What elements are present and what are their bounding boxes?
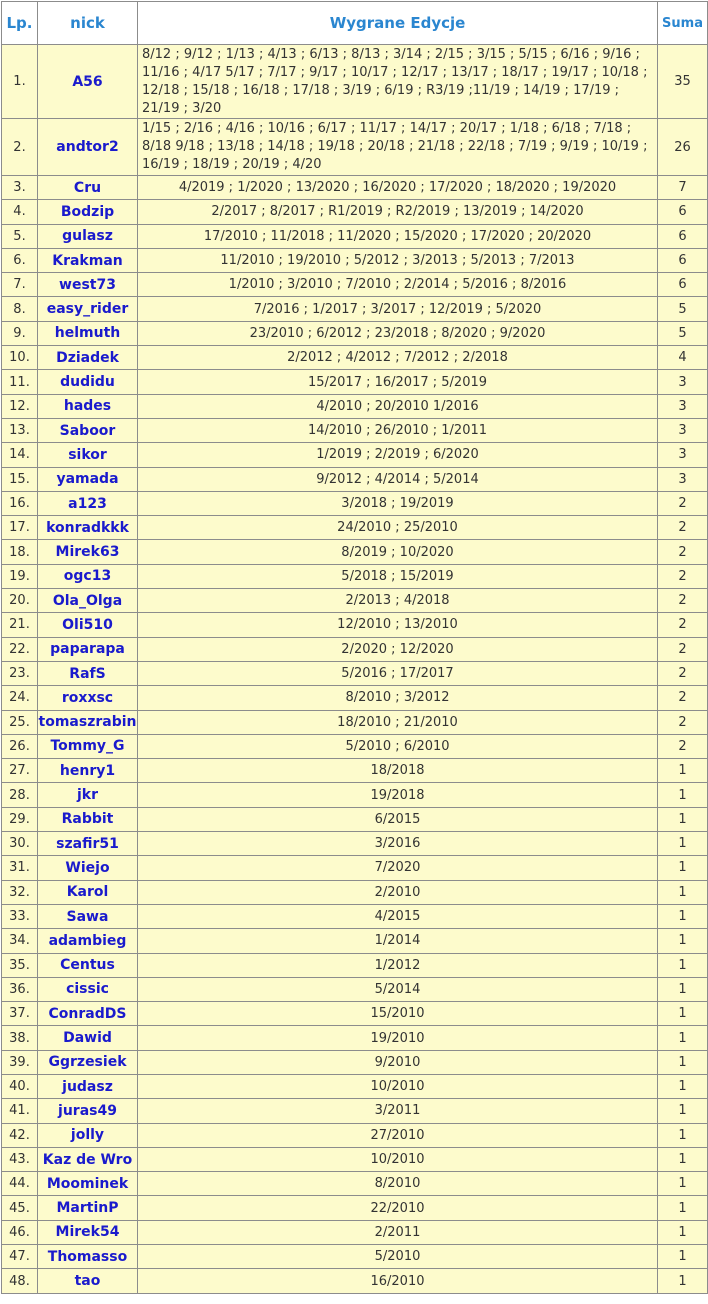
row-editions: 2/2013 ; 4/2018 — [138, 589, 658, 613]
row-editions: 19/2018 — [138, 783, 658, 807]
table-row — [2, 394, 708, 418]
row-sum: 2 — [658, 540, 708, 564]
row-lp: 33. — [2, 904, 38, 928]
row-editions: 5/2010 — [138, 1245, 658, 1269]
row-sum: 7 — [658, 176, 708, 200]
table-row — [2, 321, 708, 345]
row-nick: Ola_Olga — [38, 589, 138, 613]
row-nick: Bodzip — [38, 200, 138, 224]
row-nick: Rabbit — [38, 807, 138, 831]
row-nick: Oli510 — [38, 613, 138, 637]
table-row — [2, 443, 708, 467]
row-nick: yamada — [38, 467, 138, 491]
header-editions: Wygrane Edycje — [138, 2, 658, 45]
row-editions: 9/2010 — [138, 1050, 658, 1074]
row-nick: cissic — [38, 977, 138, 1001]
row-lp: 15. — [2, 467, 38, 491]
table-row — [2, 880, 708, 904]
table-row — [2, 710, 708, 734]
row-sum: 1 — [658, 783, 708, 807]
row-editions: 3/2016 — [138, 832, 658, 856]
row-sum: 2 — [658, 637, 708, 661]
table-row — [2, 370, 708, 394]
row-sum: 2 — [658, 710, 708, 734]
row-sum: 1 — [658, 1002, 708, 1026]
row-sum: 1 — [658, 856, 708, 880]
row-lp: 34. — [2, 929, 38, 953]
row-sum: 5 — [658, 297, 708, 321]
table-row — [2, 200, 708, 224]
row-nick: Cru — [38, 176, 138, 200]
row-nick: jkr — [38, 783, 138, 807]
row-editions: 2/2012 ; 4/2012 ; 7/2012 ; 2/2018 — [138, 346, 658, 370]
row-editions: 27/2010 — [138, 1123, 658, 1147]
table-row — [2, 1269, 708, 1293]
row-sum: 3 — [658, 394, 708, 418]
row-nick: RafS — [38, 661, 138, 685]
row-sum: 26 — [658, 119, 708, 176]
row-nick: andtor2 — [38, 119, 138, 176]
row-nick: helmuth — [38, 321, 138, 345]
row-editions: 3/2018 ; 19/2019 — [138, 491, 658, 515]
row-editions: 2/2010 — [138, 880, 658, 904]
row-sum: 3 — [658, 443, 708, 467]
row-nick: Moominek — [38, 1172, 138, 1196]
table-row — [2, 1147, 708, 1171]
table-row — [2, 1196, 708, 1220]
row-nick: Krakman — [38, 248, 138, 272]
row-lp: 7. — [2, 273, 38, 297]
header-lp: Lp. — [2, 2, 38, 45]
row-nick: ogc13 — [38, 564, 138, 588]
table-row — [2, 1099, 708, 1123]
row-editions: 1/2014 — [138, 929, 658, 953]
row-nick: jolly — [38, 1123, 138, 1147]
row-sum: 1 — [658, 832, 708, 856]
row-lp: 25. — [2, 710, 38, 734]
row-lp: 13. — [2, 418, 38, 442]
row-nick: Tommy_G — [38, 734, 138, 758]
table-row — [2, 1026, 708, 1050]
row-sum: 2 — [658, 661, 708, 685]
row-lp: 19. — [2, 564, 38, 588]
header-row — [2, 2, 708, 45]
row-lp: 41. — [2, 1099, 38, 1123]
row-editions: 1/15 ; 2/16 ; 4/16 ; 10/16 ; 6/17 ; 11/17 ; 14/17 ; 20/17 ; 1/18 ; 6/18 ; 7/18 ; 8/18 9/18 ; 13/18 ; 14/18 ; 19/18 ; 20/18 ; 21/18 ; 22/18 ; 7/19 ; 9/19 ; 10/19 ; 16/19 ; 18/19 ; 20/19 ; 4/20 — [138, 119, 658, 176]
row-nick: Dawid — [38, 1026, 138, 1050]
row-sum: 35 — [658, 45, 708, 119]
row-lp: 47. — [2, 1245, 38, 1269]
table-row — [2, 637, 708, 661]
row-lp: 12. — [2, 394, 38, 418]
row-editions: 2/2020 ; 12/2020 — [138, 637, 658, 661]
row-lp: 37. — [2, 1002, 38, 1026]
row-nick: Kaz de Wro — [38, 1147, 138, 1171]
row-nick: tao — [38, 1269, 138, 1293]
row-lp: 1. — [2, 45, 38, 119]
table-row — [2, 613, 708, 637]
table-row — [2, 45, 708, 119]
row-sum: 2 — [658, 516, 708, 540]
row-nick: judasz — [38, 1074, 138, 1098]
table-row — [2, 1245, 708, 1269]
row-sum: 2 — [658, 734, 708, 758]
table-row — [2, 686, 708, 710]
row-lp: 27. — [2, 759, 38, 783]
row-editions: 10/2010 — [138, 1074, 658, 1098]
table-row — [2, 491, 708, 515]
row-lp: 24. — [2, 686, 38, 710]
row-sum: 2 — [658, 589, 708, 613]
row-lp: 6. — [2, 248, 38, 272]
table-row — [2, 807, 708, 831]
table-row — [2, 856, 708, 880]
row-sum: 1 — [658, 929, 708, 953]
table-row — [2, 783, 708, 807]
row-nick: Centus — [38, 953, 138, 977]
row-lp: 28. — [2, 783, 38, 807]
row-lp: 45. — [2, 1196, 38, 1220]
row-lp: 2. — [2, 119, 38, 176]
table-row — [2, 346, 708, 370]
table-row — [2, 1002, 708, 1026]
row-editions: 5/2014 — [138, 977, 658, 1001]
table-row — [2, 248, 708, 272]
row-nick: MartinP — [38, 1196, 138, 1220]
row-lp: 39. — [2, 1050, 38, 1074]
table-row — [2, 953, 708, 977]
table-row — [2, 1220, 708, 1244]
header-sum: Suma — [658, 2, 708, 45]
row-sum: 1 — [658, 1196, 708, 1220]
row-sum: 6 — [658, 248, 708, 272]
table-row — [2, 540, 708, 564]
row-sum: 1 — [658, 953, 708, 977]
row-editions: 8/2010 — [138, 1172, 658, 1196]
table-row — [2, 418, 708, 442]
row-lp: 16. — [2, 491, 38, 515]
row-editions: 1/2010 ; 3/2010 ; 7/2010 ; 2/2014 ; 5/2016 ; 8/2016 — [138, 273, 658, 297]
row-lp: 23. — [2, 661, 38, 685]
row-lp: 36. — [2, 977, 38, 1001]
table-row — [2, 119, 708, 176]
row-nick: roxxsc — [38, 686, 138, 710]
row-lp: 14. — [2, 443, 38, 467]
row-sum: 1 — [658, 977, 708, 1001]
row-nick: konradkkk — [38, 516, 138, 540]
row-lp: 35. — [2, 953, 38, 977]
row-editions: 4/2019 ; 1/2020 ; 13/2020 ; 16/2020 ; 17/2020 ; 18/2020 ; 19/2020 — [138, 176, 658, 200]
row-sum: 1 — [658, 1123, 708, 1147]
row-lp: 22. — [2, 637, 38, 661]
row-editions: 11/2010 ; 19/2010 ; 5/2012 ; 3/2013 ; 5/2013 ; 7/2013 — [138, 248, 658, 272]
row-lp: 43. — [2, 1147, 38, 1171]
row-nick: dudidu — [38, 370, 138, 394]
row-nick: Thomasso — [38, 1245, 138, 1269]
table-body — [2, 45, 708, 1294]
row-editions: 7/2020 — [138, 856, 658, 880]
row-editions: 1/2012 — [138, 953, 658, 977]
table-row — [2, 1123, 708, 1147]
row-lp: 29. — [2, 807, 38, 831]
row-editions: 19/2010 — [138, 1026, 658, 1050]
row-sum: 4 — [658, 346, 708, 370]
row-nick: adambieg — [38, 929, 138, 953]
row-sum: 6 — [658, 273, 708, 297]
row-editions: 4/2010 ; 20/2010 1/2016 — [138, 394, 658, 418]
row-nick: Saboor — [38, 418, 138, 442]
row-lp: 42. — [2, 1123, 38, 1147]
table-row — [2, 467, 708, 491]
table-row — [2, 661, 708, 685]
row-editions: 17/2010 ; 11/2018 ; 11/2020 ; 15/2020 ; 17/2020 ; 20/2020 — [138, 224, 658, 248]
row-editions: 22/2010 — [138, 1196, 658, 1220]
table-row — [2, 904, 708, 928]
row-lp: 17. — [2, 516, 38, 540]
row-sum: 3 — [658, 370, 708, 394]
row-editions: 7/2016 ; 1/2017 ; 3/2017 ; 12/2019 ; 5/2020 — [138, 297, 658, 321]
table-row — [2, 273, 708, 297]
row-lp: 31. — [2, 856, 38, 880]
row-nick: henry1 — [38, 759, 138, 783]
row-sum: 2 — [658, 491, 708, 515]
table-row — [2, 297, 708, 321]
row-lp: 10. — [2, 346, 38, 370]
row-lp: 48. — [2, 1269, 38, 1293]
row-lp: 3. — [2, 176, 38, 200]
row-nick: szafir51 — [38, 832, 138, 856]
table-row — [2, 832, 708, 856]
table-row — [2, 589, 708, 613]
row-nick: Karol — [38, 880, 138, 904]
row-lp: 9. — [2, 321, 38, 345]
row-editions: 16/2010 — [138, 1269, 658, 1293]
table-row — [2, 759, 708, 783]
row-editions: 15/2017 ; 16/2017 ; 5/2019 — [138, 370, 658, 394]
row-editions: 15/2010 — [138, 1002, 658, 1026]
row-lp: 21. — [2, 613, 38, 637]
row-sum: 1 — [658, 807, 708, 831]
table-row — [2, 176, 708, 200]
row-sum: 1 — [658, 1269, 708, 1293]
row-editions: 2/2017 ; 8/2017 ; R1/2019 ; R2/2019 ; 13/2019 ; 14/2020 — [138, 200, 658, 224]
row-nick: tomaszrabin — [38, 710, 138, 734]
row-nick: juras49 — [38, 1099, 138, 1123]
row-editions: 4/2015 — [138, 904, 658, 928]
table-row — [2, 516, 708, 540]
row-lp: 30. — [2, 832, 38, 856]
row-sum: 1 — [658, 904, 708, 928]
row-editions: 24/2010 ; 25/2010 — [138, 516, 658, 540]
row-lp: 5. — [2, 224, 38, 248]
row-sum: 6 — [658, 224, 708, 248]
row-lp: 46. — [2, 1220, 38, 1244]
table-row — [2, 977, 708, 1001]
row-nick: Mirek63 — [38, 540, 138, 564]
row-editions: 3/2011 — [138, 1099, 658, 1123]
row-sum: 1 — [658, 1050, 708, 1074]
row-sum: 2 — [658, 613, 708, 637]
row-nick: Sawa — [38, 904, 138, 928]
table-row — [2, 1074, 708, 1098]
row-nick: hades — [38, 394, 138, 418]
row-nick: sikor — [38, 443, 138, 467]
row-nick: easy_rider — [38, 297, 138, 321]
row-editions: 1/2019 ; 2/2019 ; 6/2020 — [138, 443, 658, 467]
table-row — [2, 734, 708, 758]
row-lp: 4. — [2, 200, 38, 224]
row-lp: 8. — [2, 297, 38, 321]
row-editions: 2/2011 — [138, 1220, 658, 1244]
row-editions: 18/2010 ; 21/2010 — [138, 710, 658, 734]
table-row — [2, 1050, 708, 1074]
row-sum: 2 — [658, 686, 708, 710]
row-lp: 38. — [2, 1026, 38, 1050]
row-lp: 40. — [2, 1074, 38, 1098]
row-editions: 18/2018 — [138, 759, 658, 783]
row-editions: 5/2016 ; 17/2017 — [138, 661, 658, 685]
row-editions: 12/2010 ; 13/2010 — [138, 613, 658, 637]
row-sum: 3 — [658, 418, 708, 442]
row-sum: 1 — [658, 1220, 708, 1244]
table-row — [2, 564, 708, 588]
row-lp: 44. — [2, 1172, 38, 1196]
row-sum: 2 — [658, 564, 708, 588]
table-row — [2, 224, 708, 248]
row-sum: 1 — [658, 880, 708, 904]
row-nick: Mirek54 — [38, 1220, 138, 1244]
row-nick: A56 — [38, 45, 138, 119]
row-sum: 1 — [658, 1026, 708, 1050]
table-row — [2, 1172, 708, 1196]
row-editions: 23/2010 ; 6/2012 ; 23/2018 ; 8/2020 ; 9/2020 — [138, 321, 658, 345]
row-editions: 8/2019 ; 10/2020 — [138, 540, 658, 564]
row-nick: west73 — [38, 273, 138, 297]
row-nick: gulasz — [38, 224, 138, 248]
row-sum: 6 — [658, 200, 708, 224]
row-sum: 3 — [658, 467, 708, 491]
row-sum: 1 — [658, 759, 708, 783]
row-lp: 32. — [2, 880, 38, 904]
row-lp: 20. — [2, 589, 38, 613]
row-nick: Dziadek — [38, 346, 138, 370]
row-nick: Wiejo — [38, 856, 138, 880]
header-nick: nick — [38, 2, 138, 45]
row-nick: a123 — [38, 491, 138, 515]
row-editions: 5/2018 ; 15/2019 — [138, 564, 658, 588]
row-sum: 1 — [658, 1099, 708, 1123]
row-nick: ConradDS — [38, 1002, 138, 1026]
row-editions: 14/2010 ; 26/2010 ; 1/2011 — [138, 418, 658, 442]
row-sum: 1 — [658, 1245, 708, 1269]
row-editions: 8/2010 ; 3/2012 — [138, 686, 658, 710]
row-editions: 8/12 ; 9/12 ; 1/13 ; 4/13 ; 6/13 ; 8/13 ; 3/14 ; 2/15 ; 3/15 ; 5/15 ; 6/16 ; 9/16 ; 11/16 ; 4/17 5/17 ; 7/17 ; 9/17 ; 10/17 ; 12/17 ; 13/17 ; 18/17 ; 19/17 ; 10/18 ; 12/18 ; 15/18 ; 16/18 ; 17/18 ; 3/19 ; 6/19 ; R3/19 ;11/19 ; 14/19 ; 17/19 ; 21/19 ; 3/20 — [138, 45, 658, 119]
row-sum: 1 — [658, 1074, 708, 1098]
row-editions: 6/2015 — [138, 807, 658, 831]
table-row — [2, 929, 708, 953]
row-editions: 5/2010 ; 6/2010 — [138, 734, 658, 758]
row-sum: 1 — [658, 1147, 708, 1171]
row-sum: 5 — [658, 321, 708, 345]
row-editions: 10/2010 — [138, 1147, 658, 1171]
row-editions: 9/2012 ; 4/2014 ; 5/2014 — [138, 467, 658, 491]
row-lp: 11. — [2, 370, 38, 394]
row-nick: paparapa — [38, 637, 138, 661]
row-lp: 18. — [2, 540, 38, 564]
row-nick: Ggrzesiek — [38, 1050, 138, 1074]
row-lp: 26. — [2, 734, 38, 758]
ranking-table — [1, 1, 708, 1294]
row-sum: 1 — [658, 1172, 708, 1196]
